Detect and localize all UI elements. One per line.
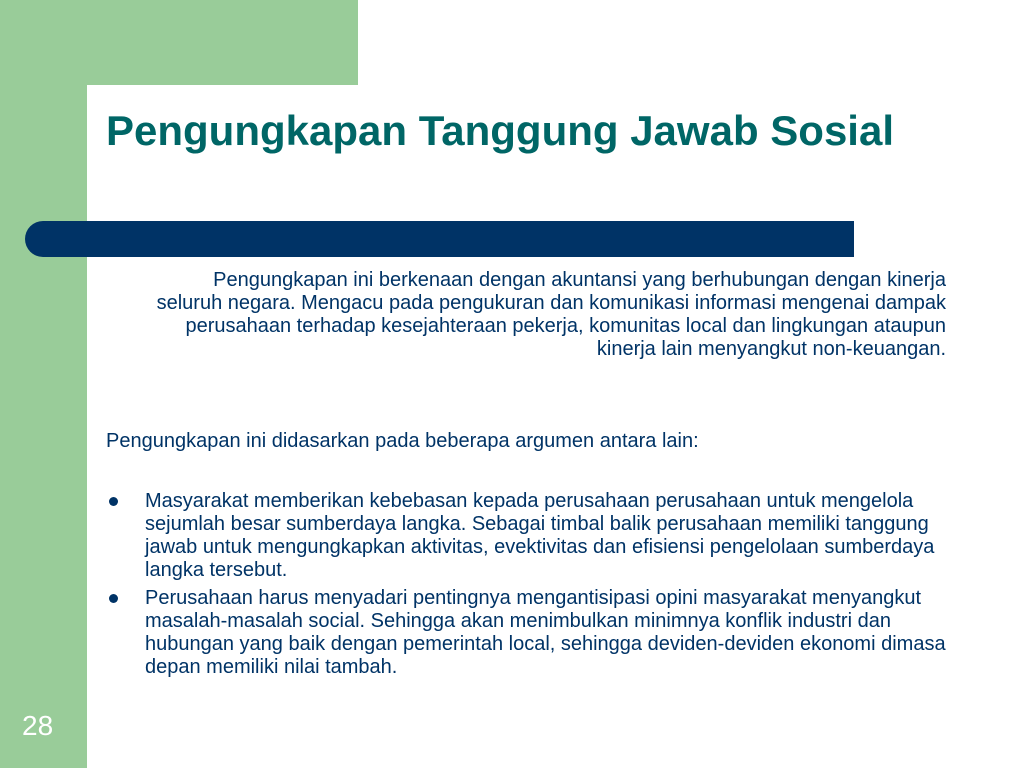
decor-green-header	[0, 0, 358, 85]
bullet-item	[106, 490, 946, 582]
bullet-item	[106, 587, 946, 679]
lead-paragraph: Pengungkapan ini didasarkan pada beberapa argumen antara lain:	[106, 430, 699, 452]
bullet-text: Masyarakat memberikan kebebasan kepada perusahaan perusahaan untuk mengelola sejumlah besar sumberdaya langka. Sebagai timbal balik perusahaan memiliki tanggung jawab untuk mengungkapkan aktivitas, evektivitas dan efisiensi pengelolaan sumberdaya langka tersebut.	[145, 490, 935, 581]
decor-title-underline-bar	[25, 221, 854, 257]
intro-paragraph: Pengungkapan ini berkenaan dengan akuntansi yang berhubungan dengan kinerja seluruh negara. Mengacu pada pengukuran dan komunikasi informasi mengenai dampak perusahaan terhadap kesejahteraan pekerja, komunitas local dan lingkungan ataupun kinerja lain menyangkut non-keuangan.	[156, 269, 946, 360]
bullet-text: Perusahaan harus menyadari pentingnya mengantisipasi opini masyarakat menyangkut masalah-masalah social. Sehingga akan menimbulkan minimnya konflik industri dan hubungan yang baik dengan pemerintah local, sehingga deviden-deviden ekonomi dimasa depan memiliki nilai tambah.	[145, 587, 946, 678]
slide-title: Pengungkapan Tanggung Jawab Sosial	[106, 107, 894, 154]
bullet-list	[106, 490, 946, 684]
bullet-icon	[109, 594, 118, 603]
bullet-icon	[109, 497, 118, 506]
decor-green-sidebar	[0, 0, 87, 768]
page-number: 28	[22, 710, 54, 741]
